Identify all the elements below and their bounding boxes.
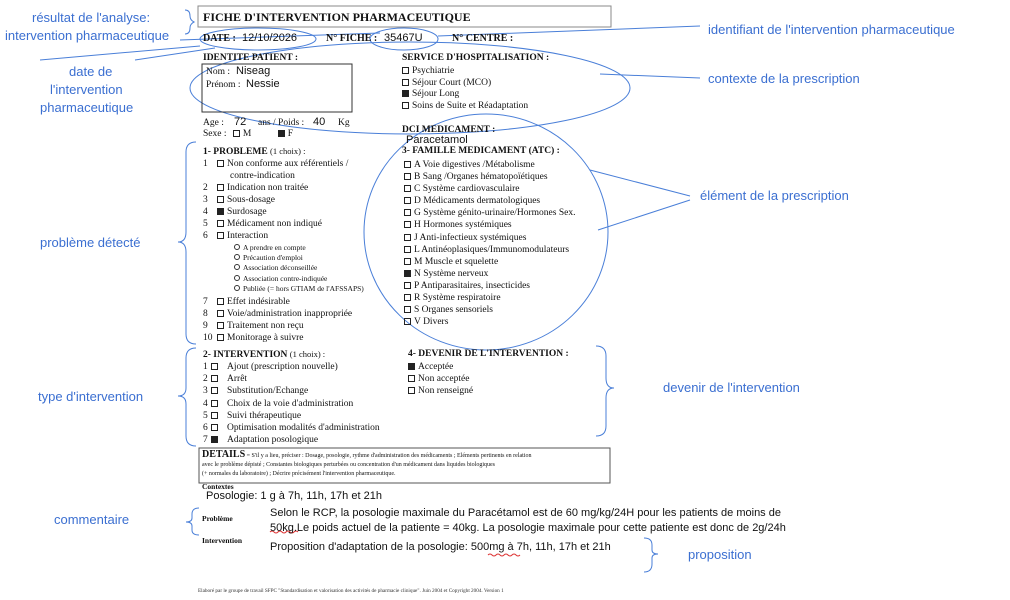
intervention-item[interactable] <box>203 410 380 422</box>
interaction-sub-label: Précaution d'emploi <box>243 253 303 263</box>
centre-label: N° CENTRE : <box>452 33 514 44</box>
spell-underline-2 <box>488 554 520 556</box>
probleme-checkbox[interactable] <box>217 208 224 215</box>
resultat-brace <box>185 10 194 34</box>
interaction-sub-list <box>234 243 364 294</box>
footer-credit: Elaboré par le groupe de travail SFPC "Standardisation et valorisation des activités de pharmacie clinique". Juin 2004 et Copyright 2004. Version 1 <box>198 588 504 594</box>
probleme-checkbox[interactable] <box>217 196 224 203</box>
probleme-comment-line: Selon le RCP, la posologie maximale du Paracétamol est de 60 mg/kg/24H pour les patients de moins de <box>270 507 781 519</box>
intervention-checkbox[interactable] <box>211 436 218 443</box>
probleme-num: 7 <box>203 297 208 307</box>
famille-checkbox[interactable] <box>404 306 411 313</box>
probleme-num: 9 <box>203 321 208 331</box>
service-item[interactable] <box>402 89 528 101</box>
famille-checkbox[interactable] <box>404 185 411 192</box>
famille-checkbox[interactable] <box>404 234 411 241</box>
famille-label: D Médicaments dermatologiques <box>414 196 541 207</box>
sexe-f-checkbox[interactable] <box>278 130 285 137</box>
form-title: FICHE D'INTERVENTION PHARMACEUTIQUE <box>203 10 471 24</box>
intervention-label: Suivi thérapeutique <box>227 410 302 421</box>
intervention-checkbox[interactable] <box>211 375 218 382</box>
famille-label: G Système génito-urinaire/Hormones Sex. <box>414 208 576 219</box>
famille-label: C Système cardiovasculaire <box>414 184 520 195</box>
contexte-line <box>600 74 700 78</box>
probleme-comment[interactable] <box>270 506 786 536</box>
intervention-item[interactable] <box>203 398 380 410</box>
annotation-identifiant: identifiant de l'intervention pharmaceutique <box>708 22 955 37</box>
probleme-item-cont <box>203 170 348 182</box>
intervention-item[interactable] <box>203 373 380 385</box>
intervention-num: 3 <box>203 386 208 397</box>
famille-checkbox[interactable] <box>404 221 411 228</box>
famille-label: B Sang /Organes hématopoïétiques <box>414 172 548 183</box>
sexe-f-label: F <box>287 129 293 139</box>
nom-value[interactable]: Niseag <box>236 65 271 77</box>
interaction-sub-item[interactable] <box>234 253 364 263</box>
devenir-item[interactable] <box>408 373 473 385</box>
probleme-checkbox[interactable] <box>217 322 224 329</box>
devenir-list <box>408 361 473 398</box>
annotation-date-1: date de <box>69 64 113 79</box>
contextes-label: Contextes <box>202 482 234 491</box>
intervention-num: 7 <box>203 435 208 446</box>
devenir-item[interactable] <box>408 361 473 373</box>
interaction-sub-label: Publiée (= hors GTIAM de l'AFSSAPS) <box>243 283 364 293</box>
annotation-resultat-2: intervention pharmaceutique <box>5 28 170 43</box>
famille-label: N Système nerveux <box>414 268 489 279</box>
interaction-sub-label: A prendre en compte <box>243 243 306 252</box>
intervention-item[interactable] <box>203 434 380 446</box>
probleme-num: 4 <box>203 207 208 217</box>
service-list <box>402 66 528 112</box>
probleme-item[interactable] <box>203 182 348 194</box>
intervention-comment[interactable]: Proposition d'adaptation de la posologie: 500mg à 7h, 11h, 17h et 21h <box>270 541 611 553</box>
intervention-label: Optimisation modalités d'administration <box>227 423 380 434</box>
intervention-checkbox[interactable] <box>211 412 218 419</box>
probleme-label: contre-indication <box>230 171 295 181</box>
probleme-checkbox[interactable] <box>217 334 224 341</box>
devenir-label: Non renseigné <box>418 386 474 397</box>
intervention-comment-label: Intervention <box>202 536 242 545</box>
fiche-value[interactable]: 35467U <box>384 32 423 44</box>
intervention-checkbox[interactable] <box>211 387 218 394</box>
date-label: DATE : <box>203 33 236 44</box>
famille-label: M Muscle et squelette <box>414 256 499 267</box>
probleme-item[interactable] <box>203 158 348 170</box>
proposition-brace <box>644 538 658 572</box>
intervention-brace <box>178 348 196 446</box>
element-line-2 <box>598 200 690 230</box>
interaction-radio[interactable] <box>234 285 240 291</box>
details-text: (+ normales du laboratoire) ; Décrire précisément l'intervention pharmaceutique. <box>202 471 396 477</box>
service-label: Séjour Long <box>412 89 460 99</box>
famille-checkbox[interactable] <box>404 258 411 265</box>
famille-item[interactable] <box>404 292 575 304</box>
famille-checkbox[interactable] <box>404 161 411 168</box>
details-line-1 <box>202 450 531 461</box>
famille-item[interactable] <box>404 219 575 231</box>
service-checkbox-ssr[interactable] <box>402 102 409 109</box>
prenom-label: Prénom : <box>206 80 241 90</box>
devenir-brace <box>596 346 614 436</box>
famille-item[interactable] <box>404 280 575 292</box>
probleme-item[interactable] <box>203 308 352 320</box>
famille-checkbox[interactable] <box>404 270 411 277</box>
intervention-num: 4 <box>203 398 208 409</box>
interaction-sub-item[interactable] <box>234 263 364 273</box>
service-item[interactable] <box>402 101 528 113</box>
interaction-sub-label: Association déconseillée <box>243 263 318 273</box>
dci-value[interactable]: Paracetamol <box>406 134 468 146</box>
identite-title: IDENTITE PATIENT : <box>203 53 299 63</box>
intervention-label: Ajout (prescription nouvelle) <box>227 362 338 372</box>
annotation-probleme: problème détecté <box>40 235 141 250</box>
probleme-heading <box>203 146 305 157</box>
famille-item[interactable] <box>404 171 575 183</box>
devenir-checkbox[interactable] <box>408 363 415 370</box>
famille-checkbox[interactable] <box>404 246 411 253</box>
probleme-item[interactable] <box>203 320 352 332</box>
probleme-item[interactable] <box>203 332 352 344</box>
sexe-m-checkbox[interactable] <box>233 130 240 137</box>
famille-checkbox[interactable] <box>404 282 411 289</box>
probleme-num: 1 <box>203 159 208 169</box>
annotation-commentaire: commentaire <box>54 512 130 527</box>
famille-list <box>404 159 575 328</box>
famille-checkbox[interactable] <box>404 197 411 204</box>
devenir-label: Acceptée <box>418 362 454 372</box>
probleme-label: Indication non traitée <box>227 183 309 193</box>
service-label: Soins de Suite et Réadaptation <box>412 100 529 111</box>
intervention-num: 2 <box>203 374 208 385</box>
intervention-num: 1 <box>203 362 208 372</box>
famille-item[interactable] <box>404 256 575 268</box>
probleme-item[interactable] <box>203 194 348 206</box>
prenom-value[interactable]: Nessie <box>246 78 280 90</box>
probleme-label: Non conforme aux référentiels / <box>227 159 349 169</box>
famille-checkbox[interactable] <box>404 173 411 180</box>
probleme-label: Effet indésirable <box>227 297 290 307</box>
probleme-title: 1- PROBLEME <box>203 147 268 157</box>
probleme-item[interactable] <box>203 206 348 218</box>
probleme-checkbox[interactable] <box>217 160 224 167</box>
intervention-item[interactable] <box>203 385 380 397</box>
probleme-label: Interaction <box>227 231 269 241</box>
intervention-item[interactable] <box>203 422 380 434</box>
intervention-title: 2- INTERVENTION <box>203 350 288 360</box>
probleme-hint: (1 choix) : <box>270 146 306 156</box>
sexe-label: Sexe : <box>203 129 227 139</box>
famille-label: H Hormones systémiques <box>414 220 512 231</box>
element-line-1 <box>590 170 690 196</box>
famille-item[interactable] <box>404 195 575 207</box>
interaction-radio[interactable] <box>234 275 240 281</box>
intervention-heading <box>203 349 325 360</box>
devenir-item[interactable] <box>408 385 473 397</box>
probleme-num: 8 <box>203 309 208 319</box>
probleme-label: Voie/administration inappropriée <box>227 309 353 319</box>
intervention-item[interactable] <box>203 361 380 373</box>
famille-checkbox[interactable] <box>404 209 411 216</box>
annotation-contexte: contexte de la prescription <box>708 71 860 86</box>
interaction-sub-label: Association contre-indiquée <box>243 273 328 283</box>
intervention-list <box>203 361 380 446</box>
probleme-label: Traitement non reçu <box>227 321 304 331</box>
details-title: DETAILS <box>202 449 246 460</box>
date-line-1 <box>40 46 200 60</box>
probleme-brace <box>178 142 196 344</box>
annotation-devenir: devenir de l'intervention <box>663 380 800 395</box>
probleme-num: 3 <box>203 195 208 205</box>
probleme-label: Sous-dosage <box>227 195 276 205</box>
famille-item[interactable] <box>404 316 575 328</box>
famille-item[interactable] <box>404 159 575 171</box>
interaction-radio[interactable] <box>234 244 240 250</box>
age-label: Age : <box>203 118 224 128</box>
sexe-m-label: M <box>242 129 252 139</box>
contextes-value[interactable]: Posologie: 1 g à 7h, 11h, 17h et 21h <box>206 490 382 502</box>
service-label: Psychiatrie <box>412 66 455 76</box>
annotation-resultat-1: résultat de l'analyse: <box>32 10 151 25</box>
probleme-label: Monitorage à suivre <box>227 333 304 343</box>
interaction-sub-item[interactable] <box>234 284 364 294</box>
famille-label: L Antinéoplasiques/Immunomodulateurs <box>414 244 570 255</box>
commentaire-brace <box>186 508 199 535</box>
probleme-list <box>203 158 348 242</box>
famille-label: R Système respiratoire <box>414 293 501 304</box>
service-item[interactable] <box>402 66 528 78</box>
famille-item[interactable] <box>404 183 575 195</box>
intervention-label: Substitution/Echange <box>227 386 309 397</box>
famille-label: A Voie digestives /Métabolisme <box>414 160 535 170</box>
famille-title: 3- FAMILLE MEDICAMENT (ATC) : <box>402 146 560 156</box>
probleme-item[interactable] <box>203 230 348 242</box>
annotation-date-2: l'intervention <box>50 82 123 97</box>
interaction-sub-item[interactable] <box>234 274 364 284</box>
probleme-checkbox[interactable] <box>217 298 224 305</box>
service-label: Séjour Court (MCO) <box>412 77 492 88</box>
sexe-row <box>203 129 293 139</box>
intervention-checkbox[interactable] <box>211 424 218 431</box>
annotation-proposition: proposition <box>688 547 752 562</box>
intervention-label: Arrêt <box>227 374 248 385</box>
famille-checkbox[interactable] <box>404 294 411 301</box>
probleme-num: 6 <box>203 231 208 241</box>
probleme-checkbox[interactable] <box>217 232 224 239</box>
kg-label: Kg <box>338 118 350 128</box>
intervention-num: 5 <box>203 410 208 421</box>
details-block <box>202 450 531 479</box>
devenir-checkbox[interactable] <box>408 375 415 382</box>
interaction-radio[interactable] <box>234 254 240 260</box>
devenir-title: 4- DEVENIR DE L'INTERVENTION : <box>408 349 569 359</box>
intervention-hint: (1 choix) : <box>289 349 326 359</box>
probleme-comment-line: 50kg.Le poids actuel de la patiente = 40kg. La posologie maximale pour cette patiente est donc de 2g/24h <box>270 522 786 534</box>
probleme-list-2 <box>203 296 352 344</box>
intervention-num: 6 <box>203 423 208 434</box>
dci-title: DCI MEDICAMENT : <box>402 125 496 135</box>
famille-item[interactable] <box>404 244 575 256</box>
probleme-comment-label: Problème <box>202 514 233 523</box>
fiche-label: N° FICHE : <box>326 33 378 44</box>
probleme-num: 2 <box>203 183 208 193</box>
famille-item[interactable] <box>404 232 575 244</box>
famille-label: V Divers <box>414 317 449 328</box>
date-value[interactable]: 12/10/2026 <box>242 32 298 44</box>
service-title: SERVICE D'HOSPITALISATION : <box>402 53 550 63</box>
service-checkbox-sejour-long[interactable] <box>402 90 409 97</box>
service-item[interactable] <box>402 78 528 90</box>
intervention-label: Choix de la voie d'administration <box>227 398 354 409</box>
devenir-checkbox[interactable] <box>408 387 415 394</box>
probleme-label: Médicament non indiqué <box>227 219 322 229</box>
famille-label: J Anti-infectieux systémiques <box>414 232 527 243</box>
probleme-item[interactable] <box>203 296 352 308</box>
famille-item[interactable] <box>404 304 575 316</box>
probleme-item[interactable] <box>203 218 348 230</box>
intervention-checkbox[interactable] <box>211 400 218 407</box>
famille-checkbox[interactable] <box>404 318 411 325</box>
famille-label: S Organes sensoriels <box>414 305 493 316</box>
age-value[interactable]: 72 <box>234 116 247 128</box>
details-text: = S'il y a lieu, préciser : Dosage, posologie, rythme d'administration des médicaments ; Eléments pertinents en relation <box>246 453 532 459</box>
poids-value[interactable]: 40 <box>313 116 326 128</box>
interaction-radio[interactable] <box>234 264 240 270</box>
annotation-date-3: pharmaceutique <box>40 100 134 115</box>
probleme-num: 5 <box>203 219 208 229</box>
intervention-label: Adaptation posologique <box>227 435 319 446</box>
details-text: avec le problème dépisté ; Constantes biologiques perturbées ou concentration d'un médicament dans liquides biologiques <box>202 462 496 468</box>
probleme-num: 10 <box>203 333 213 343</box>
famille-item[interactable] <box>404 207 575 219</box>
nom-label: Nom : <box>206 67 231 77</box>
probleme-checkbox[interactable] <box>217 310 224 317</box>
interaction-sub-item[interactable] <box>234 243 364 253</box>
probleme-checkbox[interactable] <box>217 220 224 227</box>
famille-item[interactable] <box>404 268 575 280</box>
famille-label: P Antiparasitaires, insecticides <box>414 280 530 291</box>
devenir-label: Non acceptée <box>418 374 470 385</box>
annotation-element: élément de la prescription <box>700 188 849 203</box>
probleme-label: Surdosage <box>227 207 267 217</box>
annotation-type: type d'intervention <box>38 389 144 404</box>
intervention-checkbox[interactable] <box>211 363 218 370</box>
ans-poids: ans / Poids : <box>258 118 305 128</box>
service-checkbox-mco[interactable] <box>402 79 409 86</box>
service-checkbox-psychiatrie[interactable] <box>402 67 409 74</box>
probleme-checkbox[interactable] <box>217 184 224 191</box>
